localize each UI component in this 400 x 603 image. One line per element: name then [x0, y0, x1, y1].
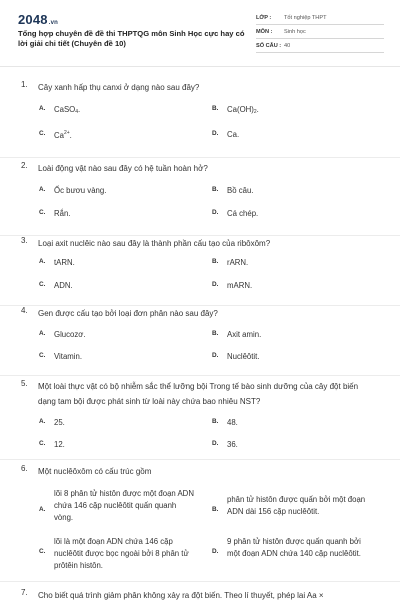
option-label: B. [212, 506, 219, 513]
question-divider [0, 581, 400, 582]
meta-underline [256, 24, 384, 25]
logo-main: 2048 [18, 12, 48, 27]
option-label: D. [212, 281, 219, 288]
option-text: Bồ câu. [227, 186, 254, 195]
option-text: $Ca^{2+}$. [54, 130, 72, 140]
option-label: B. [212, 330, 219, 337]
question-5 [0, 376, 400, 460]
question-3 [0, 236, 400, 306]
meta-value: Sinh học [284, 29, 306, 35]
option-text: 9 phân tử histôn được quấn quanh bởi một đoạn ADN chứa 140 cặp nuclêôtit. [227, 537, 361, 558]
option-text: 48. [227, 418, 238, 427]
question-text: Cho biết quá trình giảm phân không xảy ra đột biến. Theo lí thuyết, phép lai Aa × [38, 591, 324, 600]
option-text: 36. [227, 440, 238, 449]
option-text: Vitamin. [54, 352, 83, 361]
option-text: Nuclêôtit. [227, 352, 260, 361]
header [0, 0, 400, 66]
meta-underline [256, 38, 384, 39]
logo[interactable] [18, 12, 58, 27]
option-label: B. [212, 186, 219, 193]
option-label: A. [39, 105, 46, 112]
question-number: 3. [21, 236, 28, 245]
option-label: A. [39, 418, 46, 425]
option-text: phân tử histôn được quấn bởi một đoạn ADN dài 156 cặp nuclêôtit. [227, 495, 366, 516]
option-label: A. [39, 258, 46, 265]
meta-info [256, 12, 384, 54]
option-text: Cá chép. [227, 209, 259, 218]
meta-key: MÔN : [256, 29, 273, 35]
option-label: D. [212, 548, 219, 555]
question-6 [0, 460, 400, 582]
option-text: tARN. [54, 258, 75, 267]
question-number: 2. [21, 161, 28, 170]
option-label: B. [212, 418, 219, 425]
option-label: D. [212, 130, 219, 137]
meta-underline [256, 52, 384, 53]
option-text: Ốc bươu vàng. [54, 186, 107, 195]
option-text: 12. [54, 440, 65, 449]
option-label: C. [39, 209, 46, 216]
meta-row-count [256, 40, 384, 54]
question-text: Một nuclêôxôm có cấu trúc gồm [38, 467, 152, 476]
question-text: Loại axit nuclêic nào sau đây là thành phần cấu tạo của ribôxôm? [38, 239, 271, 248]
logo-suffix: .vn [48, 20, 59, 26]
question-number: 6. [21, 464, 28, 473]
question-number: 4. [21, 306, 28, 315]
option-label: D. [212, 440, 219, 447]
option-label: B. [212, 258, 219, 265]
option-text: rARN. [227, 258, 249, 267]
option-label: B. [212, 105, 219, 112]
option-label: A. [39, 506, 46, 513]
meta-key: SỐ CÂU : [256, 43, 282, 49]
option-label: C. [39, 440, 46, 447]
option-label: A. [39, 330, 46, 337]
option-text: CaSO4. [54, 105, 81, 115]
option-label: A. [39, 186, 46, 193]
question-text: Cây xanh hấp thụ canxi ở dạng nào sau đây? [38, 83, 200, 92]
question-number: 7. [21, 588, 28, 597]
meta-row-class [256, 12, 384, 26]
option-text: lõi là một đoạn ADN chứa 146 cặp nuclêôtit được bọc ngoài bởi 8 phân tử prôtêin histôn. [54, 537, 189, 570]
question-1 [0, 80, 400, 158]
option-text: ADN. [54, 281, 73, 290]
meta-value: Tốt nghiệp THPT [284, 15, 327, 21]
option-label: D. [212, 209, 219, 216]
option-text: Ca. [227, 130, 240, 139]
option-text: 25. [54, 418, 65, 427]
question-text: Gen được cấu tạo bởi loại đơn phân nào sau đây? [38, 309, 218, 318]
option-text: Axit amin. [227, 330, 262, 339]
option-label: C. [39, 281, 46, 288]
option-text: Ca(OH)2. [227, 105, 259, 115]
meta-key: LỚP : [256, 15, 272, 21]
option-label: C. [39, 130, 46, 137]
question-text: Loài động vật nào sau đây có hệ tuần hoàn hở? [38, 164, 208, 173]
option-text: Glucozơ. [54, 330, 86, 339]
meta-row-subject [256, 26, 384, 40]
question-7 [0, 588, 400, 600]
question-2 [0, 158, 400, 236]
meta-value: 40 [284, 43, 291, 49]
header-divider [0, 66, 400, 67]
option-label: C. [39, 352, 46, 359]
question-number: 1. [21, 80, 28, 89]
question-text: Một loài thực vật có bộ nhiễm sắc thể lưỡng bội Trong tế bào sinh dưỡng của cây đột biến dạng tam bội được phát sinh từ loài này chứa bao nhiêu NST? [38, 382, 359, 406]
option-label: C. [39, 548, 46, 555]
option-text: lõi 8 phân tử histôn được một đoạn ADN chứa 146 cặp nuclêôtit quấn quanh vòng. [54, 489, 194, 522]
question-4 [0, 306, 400, 376]
question-number: 5. [21, 379, 28, 388]
option-label: D. [212, 352, 219, 359]
option-text: Rắn. [54, 209, 71, 218]
option-text: mARN. [227, 281, 253, 290]
document-title: Tổng hợp chuyên đề đề thi THPTQG môn Sinh Học cực hay có lời giải chi tiết (Chuyên đề 10) [18, 29, 245, 48]
